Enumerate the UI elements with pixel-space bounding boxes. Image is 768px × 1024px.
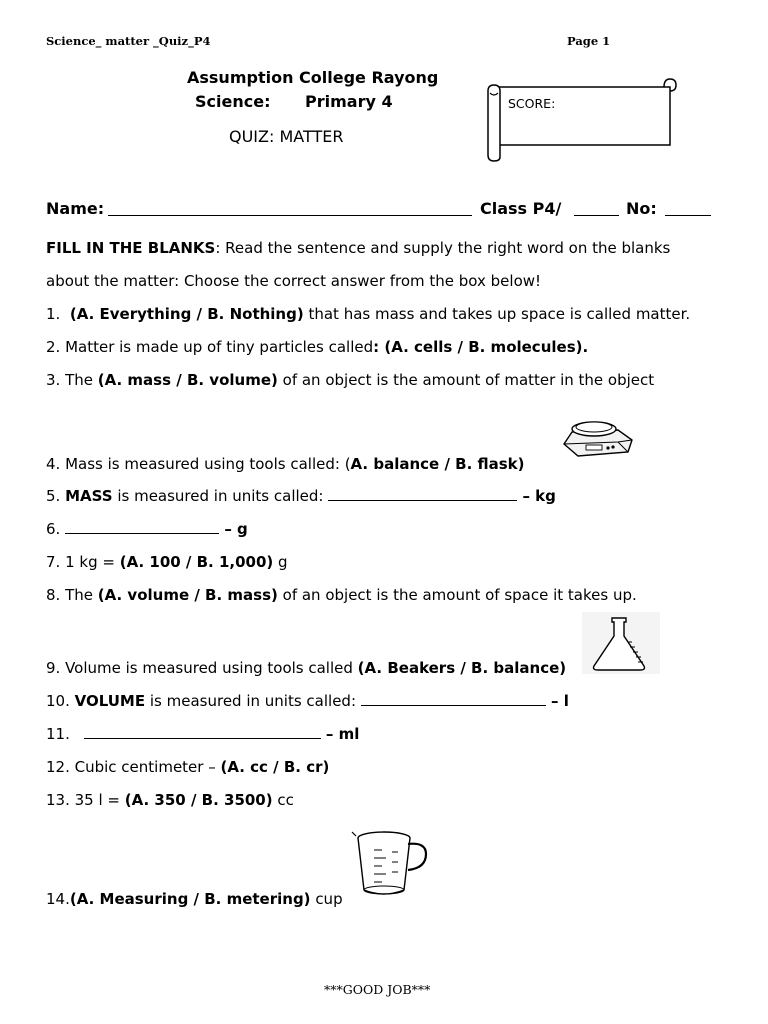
question-13 bbox=[46, 791, 294, 809]
q12-pre: 12. Cubic centimeter – bbox=[46, 758, 221, 776]
name-label: Name: bbox=[46, 199, 105, 218]
instructions-line-1 bbox=[46, 239, 670, 257]
q10-keyword: VOLUME bbox=[74, 692, 146, 710]
score-label: SCORE: bbox=[508, 96, 556, 111]
measuring-cup-image bbox=[352, 826, 432, 898]
q5-unit: – kg bbox=[517, 487, 556, 505]
question-5 bbox=[46, 487, 556, 505]
q2-end: . bbox=[582, 338, 589, 356]
q14-choice[interactable]: (A. Measuring / B. metering) bbox=[69, 890, 311, 908]
q8-choice[interactable]: (A. volume / B. mass) bbox=[97, 586, 278, 604]
question-10 bbox=[46, 692, 569, 710]
quiz-title: QUIZ: MATTER bbox=[229, 127, 344, 146]
question-2 bbox=[46, 338, 588, 356]
q11-pre: 11. bbox=[46, 725, 75, 743]
q10-answer-blank[interactable] bbox=[361, 692, 546, 706]
q9-pre: 9. Volume is measured using tools called bbox=[46, 659, 358, 677]
q2-text: 2. Matter is made up of tiny particles called bbox=[46, 338, 374, 356]
no-label: No: bbox=[626, 199, 657, 218]
q10-text: is measured in units called: bbox=[145, 692, 361, 710]
q5-text: is measured in units called: bbox=[112, 487, 329, 505]
q3-text: of an object is the amount of matter in the object bbox=[277, 371, 655, 389]
q8-text: of an object is the amount of space it takes up. bbox=[277, 586, 637, 604]
question-1 bbox=[46, 305, 690, 323]
flask-image bbox=[582, 612, 660, 674]
q7-choice[interactable]: (A. 100 / B. 1,000) bbox=[119, 553, 274, 571]
instructions-line-2: about the matter: Choose the correct answer from the box below! bbox=[46, 272, 542, 290]
page-number: Page 1 bbox=[567, 34, 611, 48]
subject-label: Science: bbox=[195, 92, 271, 111]
q1-number: 1. bbox=[46, 305, 61, 323]
question-8 bbox=[46, 586, 637, 604]
q6-answer-blank[interactable] bbox=[65, 520, 219, 534]
q8-pre: 8. The bbox=[46, 586, 98, 604]
q14-pre: 14. bbox=[46, 890, 70, 908]
q6-pre: 6. bbox=[46, 520, 66, 538]
q3-choice[interactable]: (A. mass / B. volume) bbox=[97, 371, 278, 389]
q4-end: ) bbox=[517, 455, 525, 473]
q2-choice[interactable]: : (A. cells / B. molecules) bbox=[373, 338, 583, 356]
q11-unit: – ml bbox=[320, 725, 360, 743]
question-14 bbox=[46, 890, 343, 908]
q9-choice[interactable]: (A. Beakers / B. balance) bbox=[357, 659, 567, 677]
q10-unit: – l bbox=[545, 692, 569, 710]
question-11 bbox=[46, 725, 359, 743]
instructions-text-1: : Read the sentence and supply the right word on the blanks bbox=[215, 239, 671, 257]
q3-pre: 3. The bbox=[46, 371, 98, 389]
q7-text: g bbox=[273, 553, 288, 571]
question-9 bbox=[46, 659, 566, 677]
footer-message: ***GOOD JOB*** bbox=[324, 982, 431, 997]
question-6 bbox=[46, 520, 248, 538]
q7-pre: 7. 1 kg = bbox=[46, 553, 120, 571]
q14-text: cup bbox=[310, 890, 343, 908]
q11-answer-blank[interactable] bbox=[84, 725, 321, 739]
q1-text: that has mass and takes up space is called matter. bbox=[303, 305, 691, 323]
question-7 bbox=[46, 553, 288, 571]
q13-pre: 13. 35 l = bbox=[46, 791, 125, 809]
score-scroll bbox=[484, 77, 676, 161]
q1-choice[interactable]: (A. Everything / B. Nothing) bbox=[69, 305, 304, 323]
q5-answer-blank[interactable] bbox=[328, 487, 517, 501]
q6-unit: – g bbox=[219, 520, 248, 538]
question-12 bbox=[46, 758, 329, 776]
q4-pre: 4. Mass is measured using tools called: ( bbox=[46, 455, 351, 473]
class-label: Class P4/ bbox=[480, 199, 562, 218]
school-title: Assumption College Rayong bbox=[187, 68, 439, 87]
q5-pre: 5. bbox=[46, 487, 66, 505]
subject-value: Primary 4 bbox=[305, 92, 393, 111]
name-field[interactable] bbox=[108, 202, 472, 216]
q13-text: cc bbox=[272, 791, 294, 809]
q4-choice[interactable]: A. balance / B. flask bbox=[350, 455, 518, 473]
q5-keyword: MASS bbox=[65, 487, 113, 505]
question-3 bbox=[46, 371, 654, 389]
q10-pre: 10. bbox=[46, 692, 75, 710]
question-4 bbox=[46, 455, 525, 473]
instructions-heading: FILL IN THE BLANKS bbox=[46, 239, 216, 257]
q12-choice[interactable]: (A. cc / B. cr) bbox=[220, 758, 330, 776]
number-field[interactable] bbox=[665, 202, 711, 216]
doc-header-left: Science_ matter _Quiz_P4 bbox=[46, 34, 211, 48]
balance-scale-image bbox=[558, 412, 636, 464]
class-field[interactable] bbox=[574, 202, 619, 216]
q13-choice[interactable]: (A. 350 / B. 3500) bbox=[124, 791, 273, 809]
